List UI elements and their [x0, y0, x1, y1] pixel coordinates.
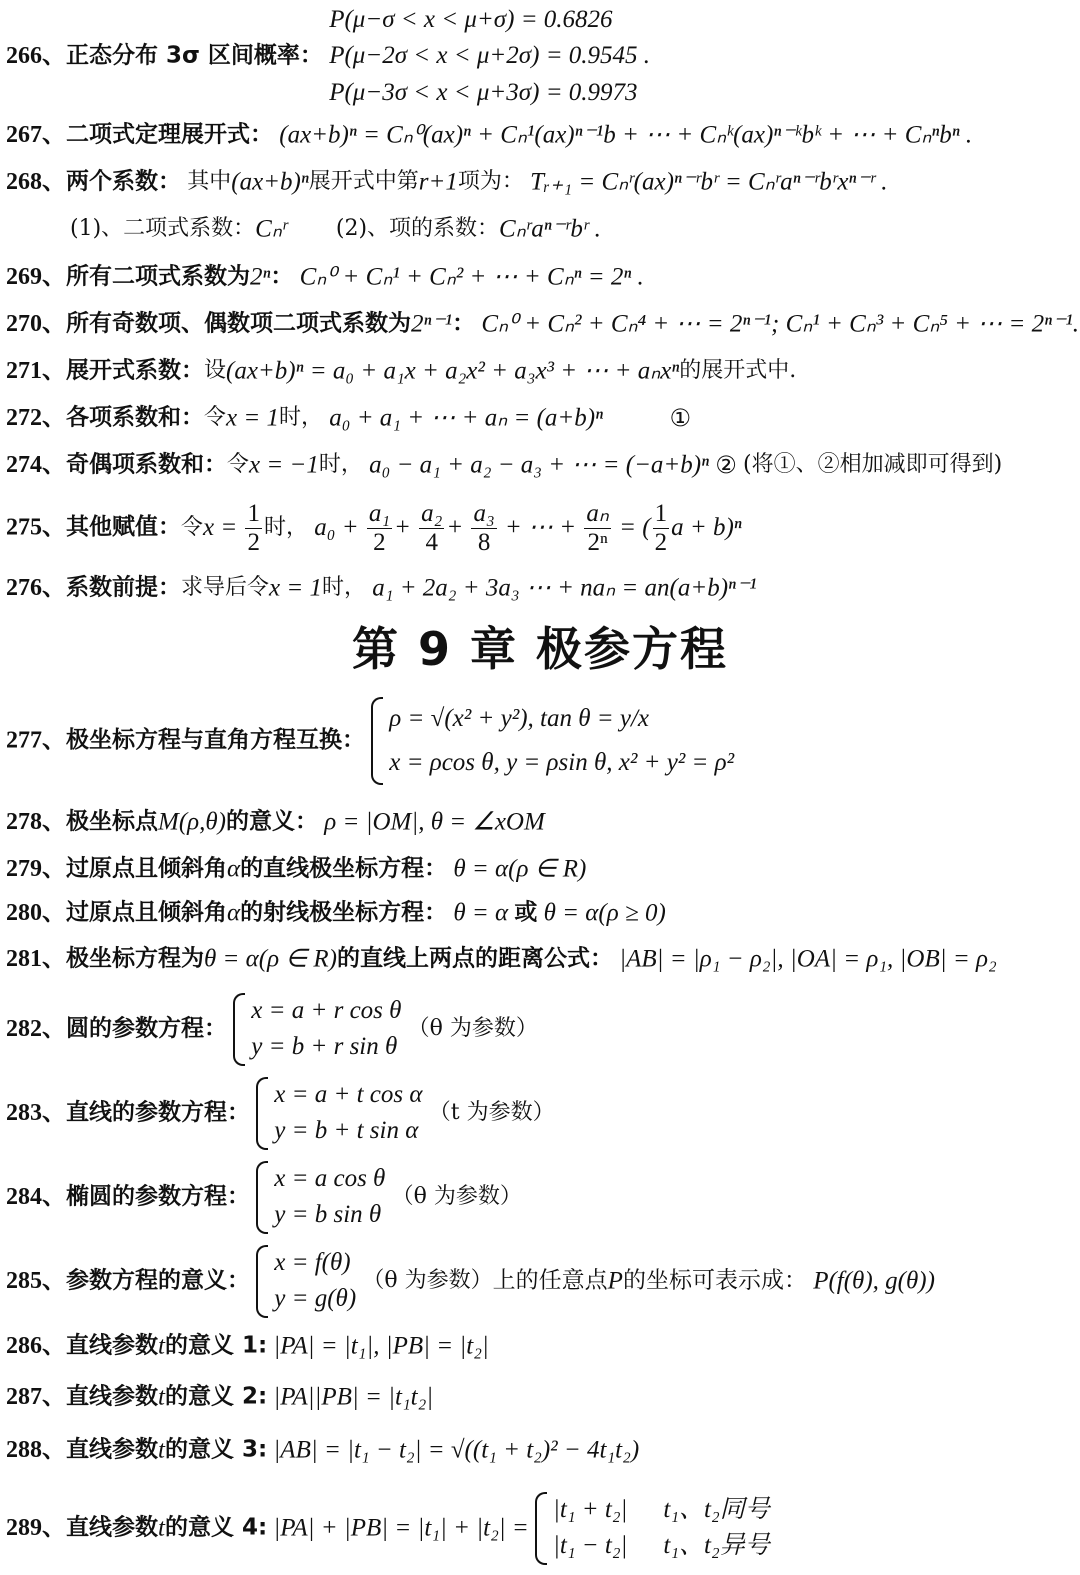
- item-284: [6, 1161, 1070, 1234]
- item-279: [6, 853, 1070, 884]
- formula-line: x = a cos θ: [274, 1165, 386, 1192]
- item-title: 极坐标方程与直角方程互换：: [66, 726, 365, 753]
- text: 求导后令: [181, 575, 270, 601]
- formula: θ = α(ρ ∈ R): [204, 945, 337, 973]
- item-number: 283、: [6, 1099, 66, 1126]
- sub-label: (2)、项的系数：: [335, 216, 500, 242]
- formula: |AB| = |ρ₁ − ρ₂|, |OA| = ρ₁, |OB| = ρ₂: [619, 945, 997, 973]
- denominator: 2: [247, 528, 260, 556]
- item-285: [6, 1245, 1070, 1318]
- text: 或: [514, 899, 538, 926]
- formula-line: x = ρcos θ, y = ρsin θ, x² + y² = ρ²: [389, 748, 735, 776]
- item-title: 直线参数: [66, 1383, 158, 1410]
- case-line: [553, 1528, 770, 1564]
- param-note: （θ 为参数）: [407, 1016, 538, 1042]
- text: 的展开式中.: [679, 358, 797, 384]
- piecewise-cases: [535, 1492, 770, 1565]
- formula: a₀ − a₁ + a₂ − a₃ + ⋯ = (−a+b)ⁿ: [369, 451, 710, 479]
- formula: x = 1: [226, 404, 279, 432]
- left-brace-icon: [535, 1492, 547, 1565]
- left-brace-icon: [371, 697, 383, 785]
- formula: Tᵣ₊₁ = Cₙʳ(ax)ⁿ⁻ʳbʳ = Cₙʳaⁿ⁻ʳbʳxⁿ⁻ʳ .: [530, 168, 888, 196]
- text: 时，: [318, 452, 363, 478]
- formula: t: [158, 1383, 165, 1411]
- formula: (ax+b)ⁿ = Cₙ⁰(ax)ⁿ + Cₙ¹(ax)ⁿ⁻¹b + ⋯ + Cₙᵏ(ax)ⁿ⁻ᵏbᵏ + ⋯ + Cₙⁿbⁿ .: [279, 121, 973, 149]
- item-title: 过原点且倾斜角: [66, 899, 227, 926]
- text: 设: [204, 358, 227, 384]
- formula: a + b)ⁿ: [671, 514, 742, 541]
- formula: a₀ +: [314, 514, 359, 541]
- item-270: [6, 308, 1079, 339]
- item-289: [6, 1492, 1070, 1565]
- formula: θ = α: [453, 899, 509, 927]
- numerator: a₂: [421, 500, 443, 527]
- formula: |PA| = |t₁|, |PB| = |t₂|: [273, 1332, 489, 1360]
- formula: M(ρ,θ): [158, 808, 227, 836]
- formula: t: [158, 1514, 165, 1542]
- equation-system: [256, 1245, 356, 1318]
- fraction: [653, 500, 670, 556]
- item-number: 272、: [6, 404, 66, 431]
- denominator: 8: [477, 528, 491, 556]
- item-number: 281、: [6, 945, 66, 972]
- formula: |PA| + |PB| = |t₁| + |t₂| =: [273, 1514, 529, 1542]
- item-title: 参数方程的意义：: [66, 1267, 250, 1294]
- numerator: a₁: [368, 500, 391, 527]
- numerator: aₙ: [586, 500, 609, 527]
- item-title: 椭圆的参数方程：: [66, 1183, 250, 1210]
- chapter-title: 第 9 章 极参方程: [351, 622, 729, 676]
- item-286: [6, 1330, 1070, 1361]
- item-number: 289、: [6, 1514, 66, 1541]
- formula-line: y = g(θ): [274, 1285, 357, 1313]
- text: 的坐标可表示成：: [622, 1267, 807, 1294]
- text: 令: [227, 452, 250, 478]
- left-brace-icon: [256, 1245, 268, 1318]
- text: 时，: [321, 575, 366, 601]
- formula: P: [607, 1267, 623, 1295]
- item-268-sub: [70, 213, 1070, 244]
- text: 项为：: [457, 169, 524, 195]
- item-281: [6, 943, 1070, 974]
- formula: = (: [619, 514, 651, 541]
- sub-label: (1)、二项式系数：: [70, 216, 256, 242]
- formula: x =: [203, 514, 238, 541]
- equation-system: [256, 1077, 422, 1150]
- text: 令: [204, 405, 227, 431]
- item-276: [6, 572, 1070, 603]
- formula-stack: [329, 2, 650, 111]
- formula: θ = α(ρ ≥ 0): [543, 899, 666, 927]
- text: 令: [181, 514, 204, 540]
- item-title: 的直线极坐标方程：: [240, 855, 448, 882]
- formula-line: x = a + t cos α: [274, 1081, 423, 1108]
- item-title: 所有二项式系数为: [66, 263, 250, 290]
- text: 上的任意点: [492, 1267, 608, 1294]
- note: (将①、②相加减即可得到): [743, 452, 1003, 478]
- formula: (ax+b)ⁿ = a₀ + a₁x + a₂x² + a₃x³ + ⋯ + aₙxⁿ: [226, 357, 680, 385]
- formula: 2ⁿ⁻¹: [411, 310, 453, 338]
- colon: ：: [270, 263, 294, 290]
- item-269: [6, 261, 1070, 292]
- item-title: 其他赋值：: [66, 514, 181, 541]
- item-title: 奇偶项系数和：: [66, 451, 227, 478]
- item-title: 二项式定理展开式：: [66, 121, 273, 148]
- formula: t: [158, 1436, 165, 1464]
- item-267: [6, 119, 1070, 150]
- item-title: 极坐标点: [66, 808, 158, 835]
- case-condition: t₁、t₂同号: [663, 1496, 770, 1523]
- circled-two-icon: ②: [715, 450, 737, 479]
- denominator: 2: [373, 528, 386, 556]
- formula: + ⋯ +: [504, 514, 577, 541]
- item-number: 286、: [6, 1332, 66, 1359]
- formula: |PA||PB| = |t₁t₂|: [273, 1383, 434, 1411]
- text: 时，: [263, 514, 308, 540]
- fraction: [419, 500, 444, 556]
- item-title: 的意义 4:: [164, 1514, 268, 1541]
- formula: α: [227, 855, 241, 883]
- numerator: 1: [247, 500, 260, 527]
- item-title: 的意义 1:: [164, 1332, 268, 1359]
- item-title: 的直线上两点的距离公式：: [336, 945, 613, 972]
- formula-line: P(μ−σ < x < μ+σ) = 0.6826: [329, 6, 613, 33]
- formula: Cₙʳaⁿ⁻ʳbʳ .: [499, 215, 601, 243]
- fraction: [367, 500, 392, 556]
- item-number: 277、: [6, 727, 66, 754]
- item-272: [6, 402, 1070, 433]
- item-title: 极坐标方程为: [66, 945, 204, 972]
- item-277: [6, 697, 1070, 785]
- formula-line: y = b + t sin α: [274, 1117, 419, 1145]
- text: 时，: [278, 405, 323, 431]
- text: 其中: [187, 169, 232, 195]
- item-title: 系数前提：: [66, 574, 181, 601]
- item-number: 288、: [6, 1436, 66, 1463]
- item-number: 270、: [6, 310, 66, 337]
- formula: α: [227, 899, 241, 927]
- item-number: 269、: [6, 263, 66, 290]
- item-number: 276、: [6, 574, 66, 601]
- item-title: 正态分布 3σ 区间概率：: [66, 42, 323, 69]
- item-title: 的意义：: [226, 808, 319, 835]
- formula: x = 1: [269, 574, 322, 602]
- denominator: 2: [654, 528, 668, 556]
- param-note: （t 为参数）: [428, 1100, 555, 1126]
- item-280: [6, 897, 1070, 928]
- formula-line: x = a + r cos θ: [251, 997, 402, 1024]
- item-282: [6, 993, 1070, 1066]
- item-title: 圆的参数方程：: [66, 1015, 227, 1042]
- item-271: [6, 355, 1070, 386]
- item-title: 直线的参数方程：: [66, 1099, 250, 1126]
- formula: r+1: [418, 168, 458, 196]
- case-line: [553, 1492, 770, 1528]
- fraction: [471, 500, 496, 556]
- item-number: 275、: [6, 514, 66, 541]
- formula: |AB| = |t₁ − t₂| = √((t₁ + t₂)² − 4t₁t₂): [273, 1436, 640, 1464]
- item-number: 287、: [6, 1383, 66, 1410]
- item-title: 直线参数: [66, 1514, 158, 1541]
- numerator: a₃: [473, 500, 495, 527]
- formula: ρ = |OM|, θ = ∠xOM: [324, 808, 545, 836]
- formula: a₀ + a₁ + ⋯ + aₙ = (a+b)ⁿ: [329, 404, 603, 432]
- case-formula: |t₁ − t₂|: [553, 1532, 628, 1560]
- item-number: 279、: [6, 855, 66, 882]
- text: 展开式中第: [308, 169, 419, 195]
- formula: Cₙ⁰ + Cₙ² + Cₙ⁴ + ⋯ = 2ⁿ⁻¹; Cₙ¹ + Cₙ³ + Cₙ⁵ + ⋯ = 2ⁿ⁻¹.: [481, 310, 1079, 338]
- item-268: [6, 166, 1070, 197]
- equation-system: [371, 697, 734, 785]
- item-number: 284、: [6, 1183, 66, 1210]
- param-note: （θ 为参数）: [391, 1184, 522, 1210]
- case-condition: t₁、t₂异号: [663, 1532, 770, 1560]
- item-title: 展开式系数：: [66, 357, 204, 384]
- item-title: 各项系数和：: [66, 404, 204, 431]
- formula: θ = α(ρ ∈ R): [453, 855, 587, 883]
- denominator: 2ⁿ: [587, 528, 608, 556]
- item-title: 的意义 2:: [164, 1383, 268, 1410]
- case-formula: |t₁ + t₂|: [553, 1496, 628, 1523]
- formula: Cₙʳ: [255, 215, 288, 243]
- formula: Cₙ⁰ + Cₙ¹ + Cₙ² + ⋯ + Cₙⁿ = 2ⁿ .: [299, 263, 644, 291]
- left-brace-icon: [256, 1161, 268, 1234]
- item-278: [6, 806, 1070, 837]
- item-266: [6, 2, 1070, 111]
- formula: P(f(θ), g(θ)): [813, 1267, 935, 1295]
- item-number: 278、: [6, 808, 66, 835]
- left-brace-icon: [233, 993, 245, 1066]
- circled-one-icon: ①: [669, 403, 691, 432]
- item-title: 两个系数：: [66, 168, 181, 195]
- fraction: [584, 500, 610, 556]
- item-number: 285、: [6, 1267, 66, 1294]
- formula-line: P(μ−3σ < x < μ+3σ) = 0.9973: [329, 78, 638, 106]
- item-title: 过原点且倾斜角: [66, 855, 227, 882]
- item-title: 的意义 3:: [164, 1436, 268, 1463]
- formula-line: P(μ−2σ < x < μ+2σ) = 0.9545 .: [329, 42, 651, 70]
- item-number: 271、: [6, 357, 66, 384]
- left-brace-icon: [256, 1077, 268, 1150]
- param-note: （θ 为参数）: [362, 1268, 493, 1294]
- equation-system: [233, 993, 401, 1066]
- item-number: 280、: [6, 899, 66, 926]
- formula: a₁ + 2a₂ + 3a₃ ⋯ + naₙ = an(a+b)ⁿ⁻¹: [372, 574, 757, 602]
- item-number: 282、: [6, 1015, 66, 1042]
- item-275: 275、其他赋值：令x = $\frac{1}{2}$ 时， a₀ + $\frac{\text{a₁}}{2}$ + $\frac{\text{a₂}}{4}$ + $\frac{\text{a₃}}{8}$ + ⋯ + $\frac{\text{aₙ}}{\text{2ⁿ}}$ = ( $\frac{1}{2}$ a + b)ⁿ: [6, 500, 742, 556]
- denominator: 4: [425, 528, 438, 556]
- numerator: 1: [654, 500, 668, 527]
- fraction: [245, 500, 262, 556]
- formula-line: ρ = √(x² + y²), tan θ = y/x: [389, 705, 650, 732]
- item-274: [6, 449, 1070, 480]
- item-number: 274、: [6, 451, 66, 478]
- formula-line: y = b sin θ: [274, 1201, 382, 1229]
- colon: ：: [452, 310, 476, 337]
- item-title: 所有奇数项、偶数项二项式系数为: [66, 310, 411, 337]
- item-title: 直线参数: [66, 1436, 158, 1463]
- item-number: 267、: [6, 121, 66, 148]
- item-number: 266、: [6, 42, 66, 69]
- formula: 2ⁿ: [250, 263, 271, 291]
- formula: t: [158, 1332, 165, 1360]
- item-288: [6, 1434, 1070, 1465]
- item-title: 的射线极坐标方程：: [240, 899, 448, 926]
- item-number: 268、: [6, 168, 66, 195]
- formula-line: y = b + r sin θ: [251, 1033, 398, 1061]
- item-287: [6, 1381, 1070, 1412]
- item-title: 直线参数: [66, 1332, 158, 1359]
- equation-system: [256, 1161, 385, 1234]
- formula: x = −1: [249, 451, 319, 479]
- formula-line: x = f(θ): [274, 1249, 351, 1276]
- formula: (ax+b)ⁿ: [231, 168, 309, 196]
- item-283: [6, 1077, 1070, 1150]
